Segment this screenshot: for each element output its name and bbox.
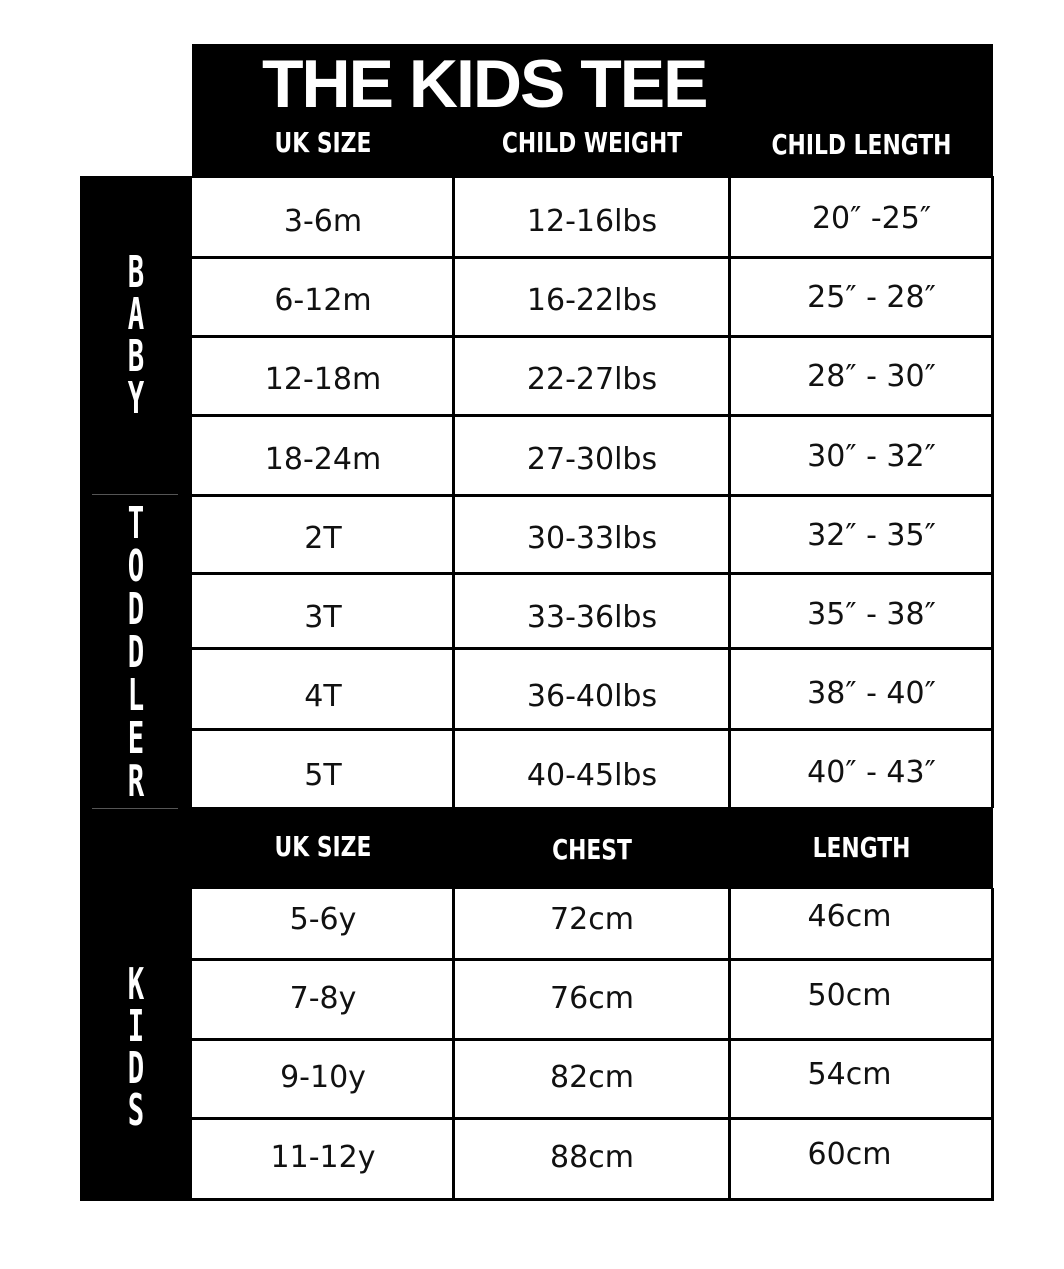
weight-cell: 16-22lbs: [526, 283, 658, 318]
header-child-weight: CHILD WEIGHT: [501, 126, 683, 159]
grid-line: [192, 256, 993, 259]
length-cell: 46cm: [807, 899, 892, 934]
grid-line: [192, 647, 993, 650]
letter: O: [127, 541, 145, 592]
size-cell: 4T: [304, 679, 342, 714]
size-cell: 5T: [304, 758, 342, 793]
length-cell: 40″ - 43″: [807, 755, 936, 790]
group-separator: [92, 808, 178, 809]
weight-cell: 36-40lbs: [526, 679, 658, 714]
header-child-length: CHILD LENGTH: [771, 128, 952, 161]
chest-cell: 88cm: [550, 1140, 634, 1175]
size-cell: 11-12y: [270, 1140, 376, 1175]
grid-line: [991, 176, 994, 808]
size-cell: 12-18m: [264, 362, 382, 397]
weight-cell: 12-16lbs: [526, 204, 658, 239]
header-length: LENGTH: [812, 831, 911, 864]
length-cell: 54cm: [807, 1057, 892, 1092]
weight-cell: 30-33lbs: [526, 521, 658, 556]
header-kids-uk-size: UK SIZE: [274, 830, 372, 863]
weight-cell: 33-36lbs: [526, 600, 658, 635]
grid-line: [192, 958, 993, 961]
size-cell: 9-10y: [280, 1060, 366, 1095]
letter: D: [127, 584, 145, 635]
size-cell: 3T: [304, 600, 342, 635]
weight-cell: 22-27lbs: [526, 362, 658, 397]
header-uk-size: UK SIZE: [274, 126, 372, 159]
length-cell: 28″ - 30″: [807, 359, 936, 394]
letter: E: [127, 713, 145, 764]
group-label-toddler: [101, 498, 170, 807]
grid-line: [192, 1117, 993, 1120]
size-cell: 5-6y: [289, 902, 357, 937]
letter: I: [127, 1001, 145, 1052]
weight-cell: 27-30lbs: [526, 442, 658, 477]
letter: Y: [127, 373, 145, 424]
length-cell: 35″ - 38″: [807, 597, 936, 632]
header-chest: CHEST: [552, 833, 632, 866]
length-cell: 32″ - 35″: [807, 518, 936, 553]
letter: L: [127, 670, 145, 721]
grid-line: [192, 728, 993, 731]
grid-line: [991, 888, 994, 1201]
grid-line: [192, 572, 993, 575]
weight-cell: 40-45lbs: [526, 758, 658, 793]
chest-cell: 76cm: [550, 981, 634, 1016]
size-cell: 3-6m: [283, 204, 363, 239]
letter: D: [127, 627, 145, 678]
size-cell: 18-24m: [264, 442, 382, 477]
size-cell: 7-8y: [289, 981, 357, 1016]
letter: B: [127, 331, 145, 382]
group-separator: [92, 494, 178, 495]
length-cell: 25″ - 28″: [807, 280, 936, 315]
letter: A: [127, 289, 145, 340]
group-label-kids: [101, 959, 170, 1136]
letter: K: [127, 959, 145, 1010]
size-cell: 6-12m: [274, 283, 372, 318]
grid-line: [192, 335, 993, 338]
length-cell: 60cm: [807, 1137, 892, 1172]
length-cell: 30″ - 32″: [807, 439, 936, 474]
chest-cell: 72cm: [550, 902, 634, 937]
length-cell: 50cm: [807, 978, 892, 1013]
chest-cell: 82cm: [550, 1060, 634, 1095]
letter: B: [127, 247, 145, 298]
letter: D: [127, 1043, 145, 1094]
size-cell: 2T: [304, 521, 342, 556]
group-label-baby: [101, 247, 170, 424]
letter: S: [127, 1085, 145, 1136]
grid-line: [80, 1198, 993, 1201]
length-cell: 38″ - 40″: [807, 676, 936, 711]
grid-line: [192, 1038, 993, 1041]
letter: R: [127, 756, 145, 807]
length-cell: 20″ -25″: [811, 201, 932, 236]
grid-line: [192, 494, 993, 497]
letter: T: [127, 498, 145, 549]
chart-title: THE KIDS TEE: [262, 46, 707, 122]
grid-line: [192, 414, 993, 417]
